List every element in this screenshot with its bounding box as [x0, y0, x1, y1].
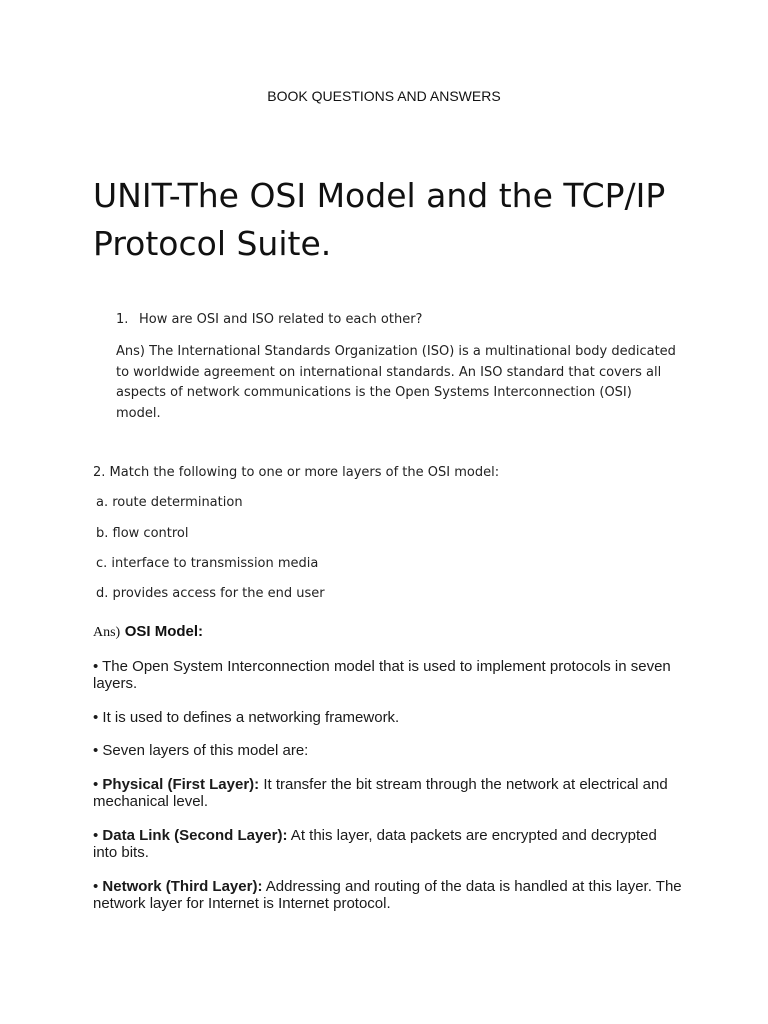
question-2: 2. Match the following to one or more layers of the OSI model:: [93, 465, 500, 480]
bullet-osi-definition: • The Open System Interconnection model that is used to implement protocols in seven layers.: [93, 658, 671, 692]
document-header: BOOK QUESTIONS AND ANSWERS: [267, 88, 501, 104]
unit-title: [93, 172, 693, 268]
layer-bullet: •: [93, 776, 103, 793]
answer-2-heading: [93, 623, 693, 641]
layer-bullet: •: [93, 827, 103, 844]
layer-name: Network (Third Layer):: [102, 878, 263, 895]
answer-1: Ans) The International Standards Organization (ISO) is a multinational body dedicated to worldwide agreement on international standards. An ISO standard that covers all aspects of network communications is the Open Systems Interconnection (OSI) model.: [116, 344, 676, 421]
question-1-text: How are OSI and ISO related to each other?: [139, 312, 423, 327]
layer-desc: It transfer the bit stream through the network at electrical and mechanical level.: [93, 776, 668, 810]
layer-name: Physical (First Layer):: [102, 776, 260, 793]
unit-title-line1: UNIT-The OSI Model and the TCP/IP: [93, 176, 666, 215]
bullet-framework: • It is used to defines a networking framework.: [93, 709, 400, 726]
layer-item-data-link: [93, 827, 683, 861]
option-c: c. interface to transmission media: [96, 556, 319, 571]
layer-desc: Addressing and routing of the data is handled at this layer. The network layer for Internet is Internet protocol.: [93, 878, 682, 912]
option-a: a. route determination: [96, 495, 243, 510]
option-b: b. flow control: [96, 526, 189, 541]
answer-2-title: OSI Model:: [124, 623, 204, 640]
question-1-number: 1.: [116, 312, 129, 327]
layer-bullet: •: [93, 878, 103, 895]
bullet-seven-layers: • Seven layers of this model are:: [93, 742, 309, 759]
layer-name: Data Link (Second Layer):: [102, 827, 288, 844]
layer-desc: At this layer, data packets are encrypted and decrypted into bits.: [93, 827, 657, 861]
layer-item-physical: [93, 776, 683, 810]
unit-title-line2: Protocol Suite.: [93, 224, 332, 263]
layer-item-network: [93, 878, 683, 912]
question-1: [116, 312, 686, 327]
answer-2-prefix: Ans): [93, 625, 121, 640]
option-d: d. provides access for the end user: [96, 586, 325, 601]
